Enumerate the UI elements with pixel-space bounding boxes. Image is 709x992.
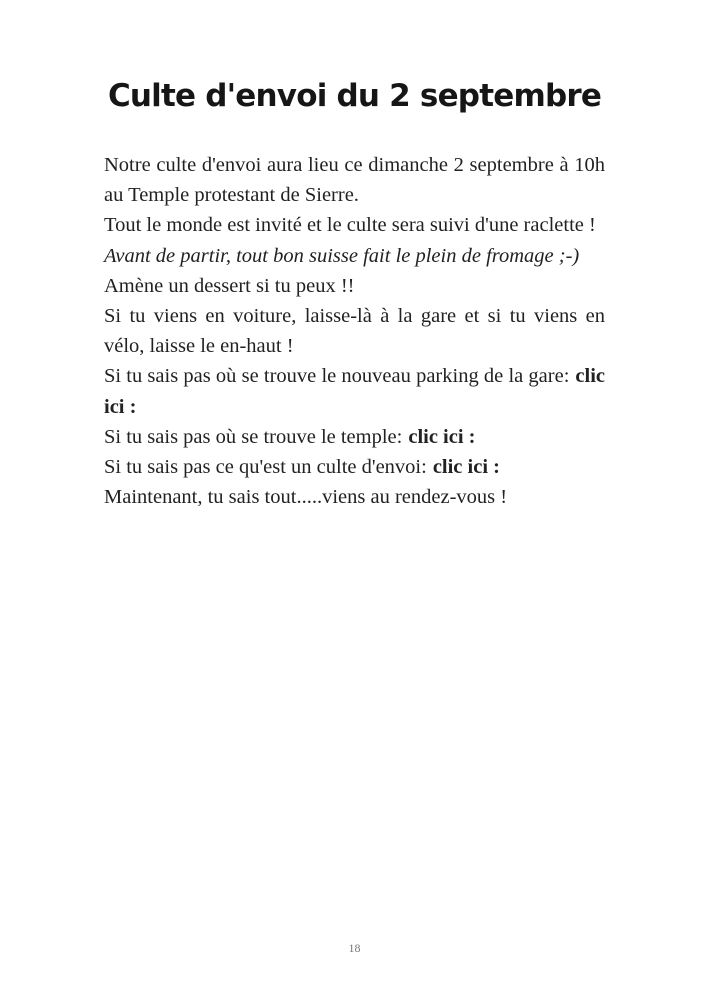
paragraph-dessert: Amène un dessert si tu peux !! [104,274,355,297]
culte-envoi-link[interactable]: clic ici : [432,456,500,479]
paragraph-invitation: Tout le monde est invité et le culte sera suivi d'une raclette ! [104,214,596,237]
temple-link[interactable]: clic ici : [408,425,476,448]
temple-question: Si tu sais pas où se trouve le temple: [104,425,403,448]
document-body [104,150,605,512]
paragraph-culte-details: Notre culte d'envoi aura lieu ce dimanche 2 septembre à 10h au Temple protestant de Sierre. [104,154,605,207]
page-number: 18 [348,941,361,955]
parking-question: Si tu sais pas où se trouve le nouveau parking de la gare: [104,365,570,388]
parking-link[interactable]: clic ici : [104,365,605,418]
page-title: Culte d'envoi du 2 septembre [107,78,602,114]
paragraph-culte-envoi [104,452,605,482]
paragraph-parking [104,361,605,421]
paragraph-closing: Maintenant, tu sais tout.....viens au rendez-vous ! [104,486,508,509]
culte-envoi-question: Si tu sais pas ce qu'est un culte d'envoi: [104,456,427,479]
paragraph-temple [104,422,605,452]
paragraph-cheese-note: Avant de partir, tout bon suisse fait le plein de fromage ;-) [104,244,580,267]
paragraph-transport: Si tu viens en voiture, laisse-là à la gare et si tu viens en vélo, laisse le en-haut ! [104,305,605,358]
